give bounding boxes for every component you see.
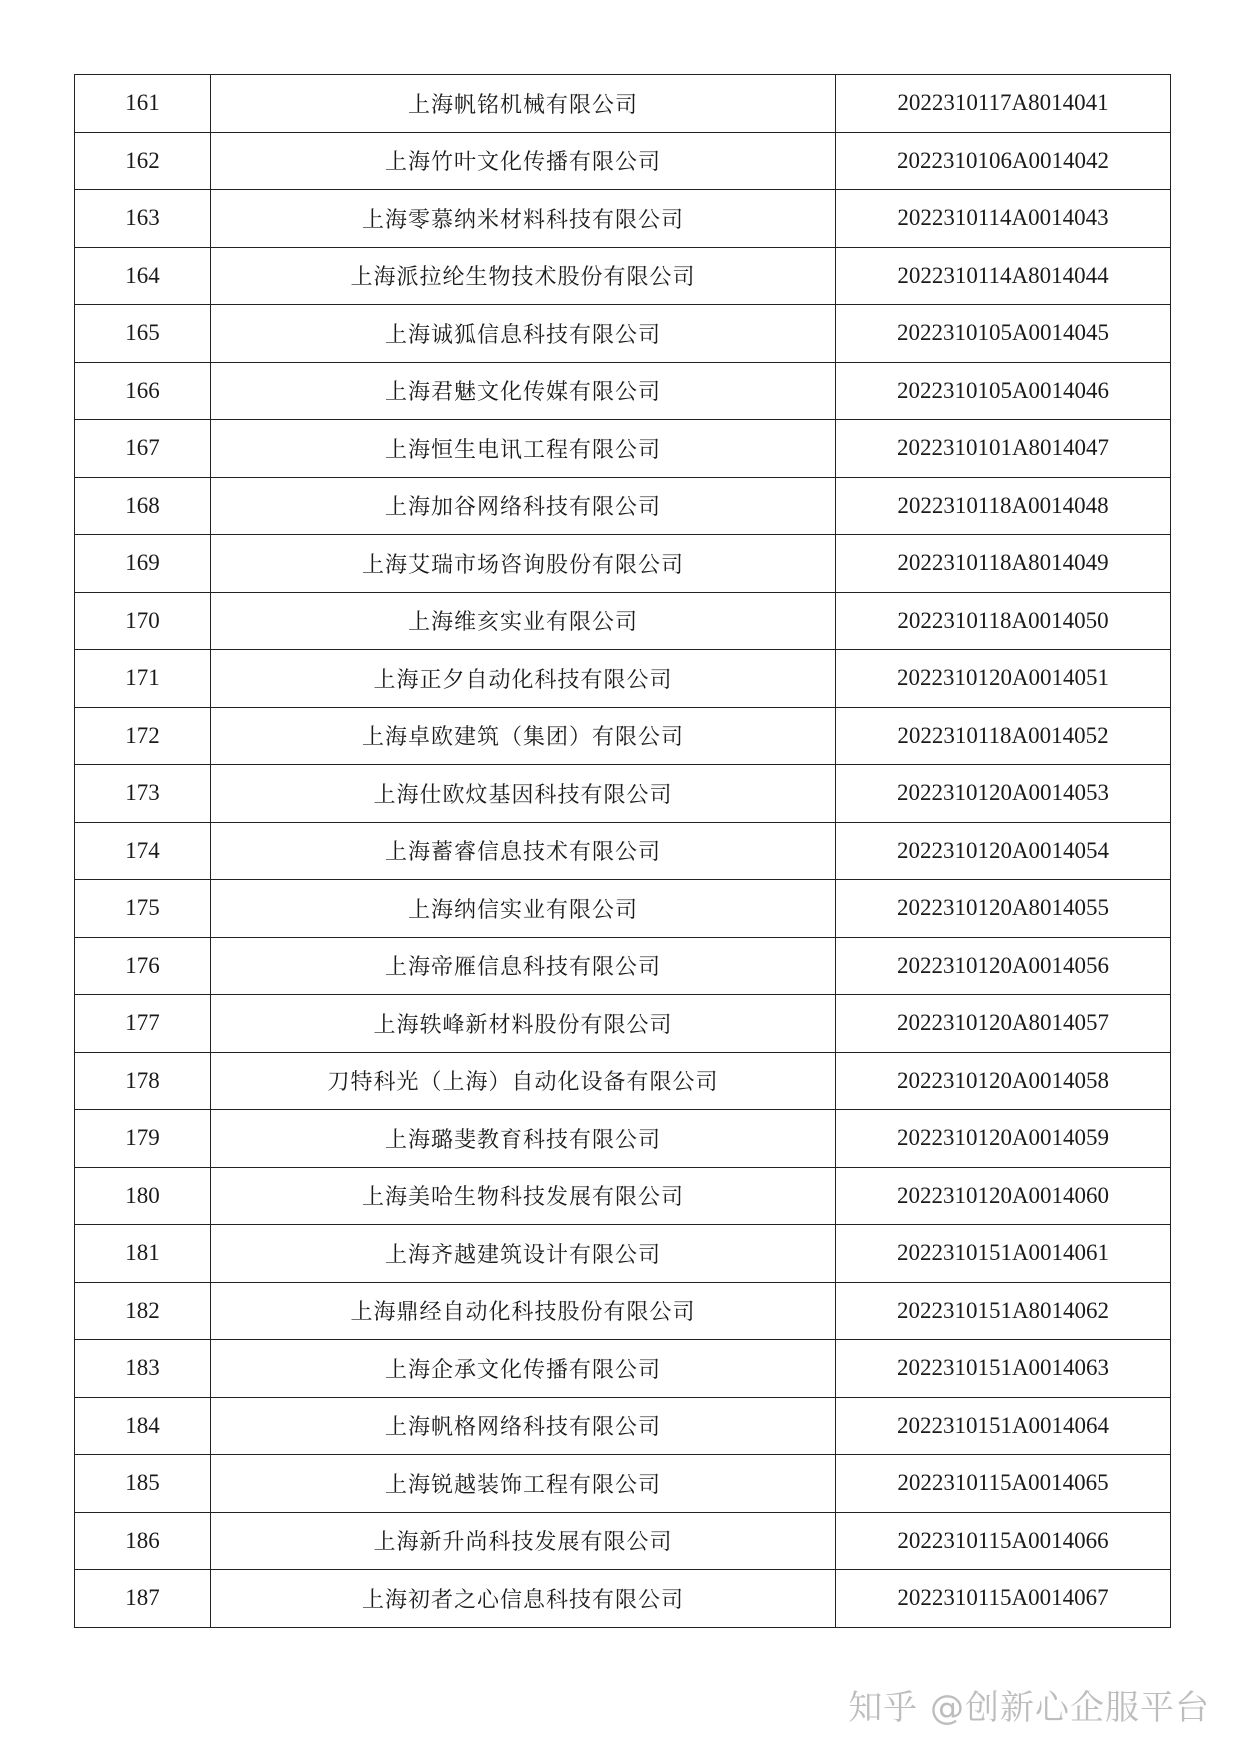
- company-name-cell: 上海卓欧建筑（集团）有限公司: [211, 707, 836, 765]
- table-row: [75, 937, 1171, 995]
- row-number-cell: 165: [75, 305, 211, 363]
- table-row: [75, 1397, 1171, 1455]
- row-number-cell: 172: [75, 707, 211, 765]
- company-name-cell: 上海艾瑞市场咨询股份有限公司: [211, 535, 836, 593]
- company-name-cell: 上海加谷网络科技有限公司: [211, 477, 836, 535]
- table-row: [75, 420, 1171, 478]
- row-number-cell: 173: [75, 765, 211, 823]
- company-name-cell: 上海帆格网络科技有限公司: [211, 1397, 836, 1455]
- table-row: [75, 305, 1171, 363]
- row-number-cell: 176: [75, 937, 211, 995]
- registration-code-cell: 2022310115A0014065: [836, 1455, 1171, 1513]
- row-number-cell: 169: [75, 535, 211, 593]
- registration-code-cell: 2022310120A0014054: [836, 822, 1171, 880]
- registration-code-cell: 2022310101A8014047: [836, 420, 1171, 478]
- watermark: 知乎 @创新心企服平台: [848, 1688, 1210, 1728]
- table-row: [75, 1167, 1171, 1225]
- table-row: [75, 1282, 1171, 1340]
- row-number-cell: 177: [75, 995, 211, 1053]
- table-row: [75, 592, 1171, 650]
- company-name-cell: 上海竹叶文化传播有限公司: [211, 132, 836, 190]
- registration-code-cell: 2022310114A8014044: [836, 247, 1171, 305]
- company-name-cell: 上海齐越建筑设计有限公司: [211, 1225, 836, 1283]
- table-row: [75, 75, 1171, 133]
- registration-code-cell: 2022310120A0014051: [836, 650, 1171, 708]
- registration-code-cell: 2022310105A0014045: [836, 305, 1171, 363]
- table-row: [75, 707, 1171, 765]
- registration-code-cell: 2022310115A0014066: [836, 1512, 1171, 1570]
- company-name-cell: 刀特科光（上海）自动化设备有限公司: [211, 1052, 836, 1110]
- table-row: [75, 362, 1171, 420]
- company-name-cell: 上海蓄睿信息技术有限公司: [211, 822, 836, 880]
- row-number-cell: 174: [75, 822, 211, 880]
- table-row: [75, 132, 1171, 190]
- company-name-cell: 上海锐越装饰工程有限公司: [211, 1455, 836, 1513]
- registration-code-cell: 2022310118A8014049: [836, 535, 1171, 593]
- table-row: [75, 1225, 1171, 1283]
- table-row: [75, 880, 1171, 938]
- row-number-cell: 183: [75, 1340, 211, 1398]
- registration-code-cell: 2022310120A0014060: [836, 1167, 1171, 1225]
- registration-code-cell: 2022310120A8014055: [836, 880, 1171, 938]
- row-number-cell: 163: [75, 190, 211, 248]
- row-number-cell: 168: [75, 477, 211, 535]
- table-row: [75, 650, 1171, 708]
- row-number-cell: 187: [75, 1570, 211, 1628]
- company-table: [74, 74, 1171, 1628]
- registration-code-cell: 2022310120A0014058: [836, 1052, 1171, 1110]
- company-name-cell: 上海恒生电讯工程有限公司: [211, 420, 836, 478]
- table-row: [75, 1340, 1171, 1398]
- row-number-cell: 185: [75, 1455, 211, 1513]
- table-row: [75, 1110, 1171, 1168]
- company-name-cell: 上海正夕自动化科技有限公司: [211, 650, 836, 708]
- table-row: [75, 765, 1171, 823]
- row-number-cell: 161: [75, 75, 211, 133]
- table-row: [75, 1512, 1171, 1570]
- company-name-cell: 上海企承文化传播有限公司: [211, 1340, 836, 1398]
- row-number-cell: 175: [75, 880, 211, 938]
- registration-code-cell: 2022310151A0014061: [836, 1225, 1171, 1283]
- company-name-cell: 上海鼎经自动化科技股份有限公司: [211, 1282, 836, 1340]
- table-row: [75, 535, 1171, 593]
- registration-code-cell: 2022310120A0014053: [836, 765, 1171, 823]
- table-row: [75, 1570, 1171, 1628]
- registration-code-cell: 2022310117A8014041: [836, 75, 1171, 133]
- table-row: [75, 995, 1171, 1053]
- row-number-cell: 164: [75, 247, 211, 305]
- company-name-cell: 上海美哈生物科技发展有限公司: [211, 1167, 836, 1225]
- table-row: [75, 247, 1171, 305]
- company-name-cell: 上海诚狐信息科技有限公司: [211, 305, 836, 363]
- row-number-cell: 181: [75, 1225, 211, 1283]
- registration-code-cell: 2022310151A0014063: [836, 1340, 1171, 1398]
- registration-code-cell: 2022310115A0014067: [836, 1570, 1171, 1628]
- table-row: [75, 1052, 1171, 1110]
- company-name-cell: 上海维亥实业有限公司: [211, 592, 836, 650]
- row-number-cell: 171: [75, 650, 211, 708]
- company-name-cell: 上海初者之心信息科技有限公司: [211, 1570, 836, 1628]
- company-name-cell: 上海纳信实业有限公司: [211, 880, 836, 938]
- registration-code-cell: 2022310120A8014057: [836, 995, 1171, 1053]
- row-number-cell: 167: [75, 420, 211, 478]
- table-row: [75, 1455, 1171, 1513]
- row-number-cell: 166: [75, 362, 211, 420]
- row-number-cell: 170: [75, 592, 211, 650]
- row-number-cell: 179: [75, 1110, 211, 1168]
- row-number-cell: 180: [75, 1167, 211, 1225]
- registration-code-cell: 2022310106A0014042: [836, 132, 1171, 190]
- company-name-cell: 上海帆铭机械有限公司: [211, 75, 836, 133]
- registration-code-cell: 2022310118A0014048: [836, 477, 1171, 535]
- row-number-cell: 178: [75, 1052, 211, 1110]
- company-name-cell: 上海轶峰新材料股份有限公司: [211, 995, 836, 1053]
- row-number-cell: 186: [75, 1512, 211, 1570]
- row-number-cell: 182: [75, 1282, 211, 1340]
- company-name-cell: 上海帝雁信息科技有限公司: [211, 937, 836, 995]
- table-row: [75, 477, 1171, 535]
- row-number-cell: 162: [75, 132, 211, 190]
- registration-code-cell: 2022310114A0014043: [836, 190, 1171, 248]
- registration-code-cell: 2022310105A0014046: [836, 362, 1171, 420]
- company-name-cell: 上海派拉纶生物技术股份有限公司: [211, 247, 836, 305]
- table-row: [75, 190, 1171, 248]
- row-number-cell: 184: [75, 1397, 211, 1455]
- company-name-cell: 上海新升尚科技发展有限公司: [211, 1512, 836, 1570]
- registration-code-cell: 2022310151A0014064: [836, 1397, 1171, 1455]
- company-name-cell: 上海君魅文化传媒有限公司: [211, 362, 836, 420]
- company-name-cell: 上海仕欧炆基因科技有限公司: [211, 765, 836, 823]
- registration-code-cell: 2022310120A0014056: [836, 937, 1171, 995]
- company-name-cell: 上海璐斐教育科技有限公司: [211, 1110, 836, 1168]
- company-table-body: [75, 75, 1171, 1628]
- registration-code-cell: 2022310118A0014050: [836, 592, 1171, 650]
- registration-code-cell: 2022310151A8014062: [836, 1282, 1171, 1340]
- company-name-cell: 上海零慕纳米材料科技有限公司: [211, 190, 836, 248]
- table-row: [75, 822, 1171, 880]
- registration-code-cell: 2022310120A0014059: [836, 1110, 1171, 1168]
- registration-code-cell: 2022310118A0014052: [836, 707, 1171, 765]
